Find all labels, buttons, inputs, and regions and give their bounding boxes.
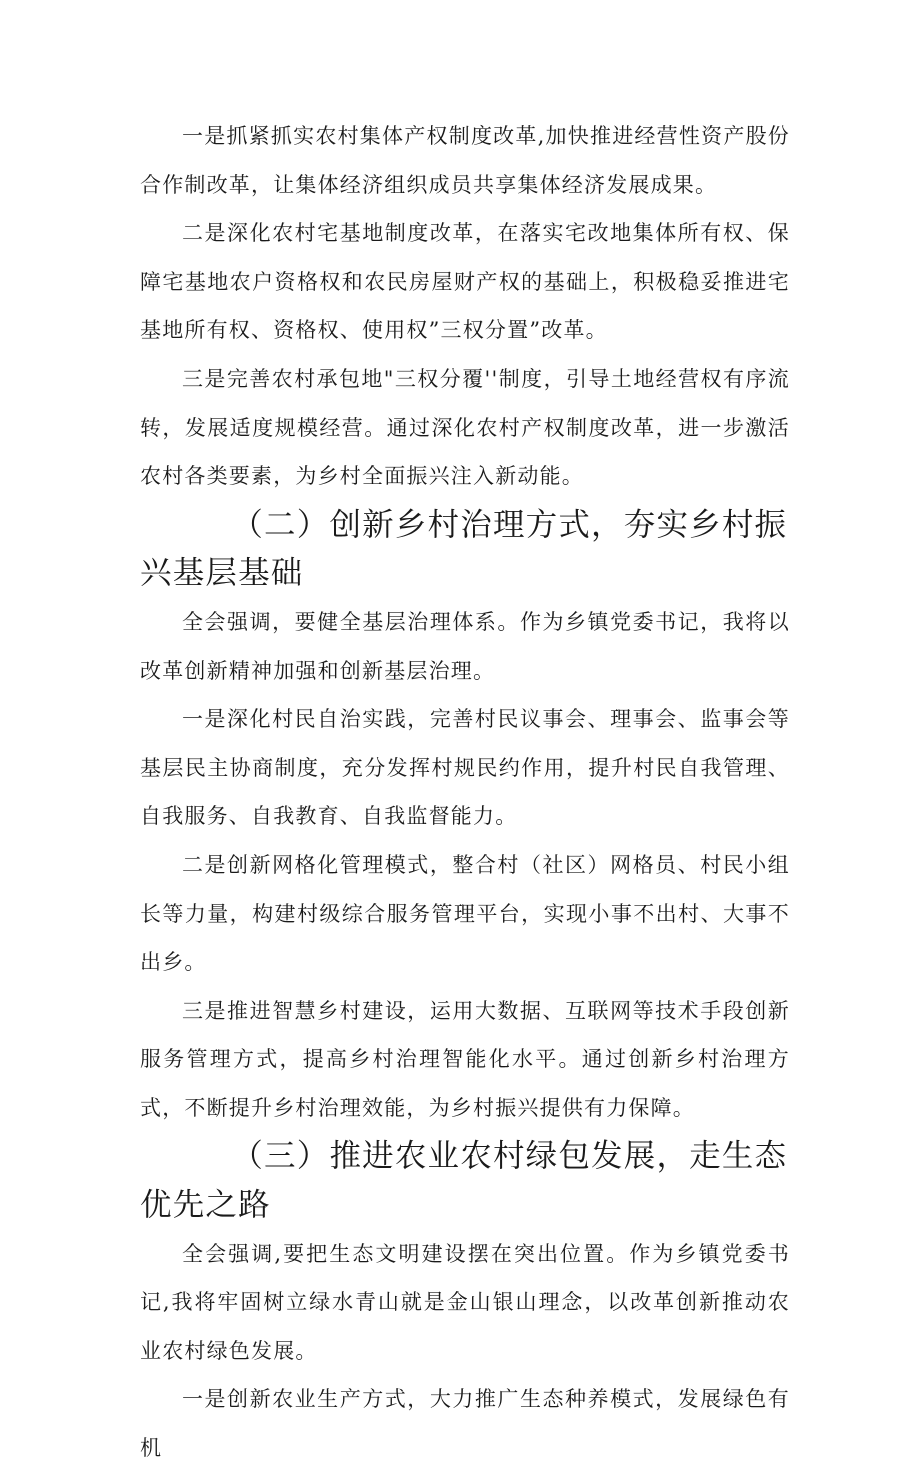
paragraph-agricultural-production: 一是创新农业生产方式，大力推广生态种养模式，发展绿色有机 (140, 1387, 790, 1461)
paragraph-collective-property-reform: 一是抓紧抓实农村集体产权制度改革,加快推进经营性资产股份合作制改革，让集体经济组织成员共享集体经济发展成果。 (140, 124, 790, 197)
section-heading-green-development: （三）推进农业农村绿包发展，走生态优先之路 (140, 1138, 788, 1224)
document-body (140, 112, 790, 1473)
section-heading-rural-governance: （二）创新乡村治理方式，夯实乡村振兴基层基础 (140, 506, 788, 592)
paragraph-ecological-intro: 全会强调,要把生态文明建设摆在突出位置。作为乡镇党委书记,我将牢固树立绿水青山就是金山银山理念，以改革创新推动农业农村绿色发展。 (140, 1241, 790, 1363)
paragraph-contracted-land-reform: 三是完善农村承包地"三权分覆''制度，引导土地经营权有序流转，发展适度规模经营。通过深化农村产权制度改革，进一步激活农村各类要素，为乡村全面振兴注入新动能。 (140, 366, 790, 489)
paragraph-smart-village: 三是推进智慧乡村建设，运用大数据、互联网等技术手段创新服务管理方式，提高乡村治理智能化水平。通过创新乡村治理方式，不断提升乡村治理效能，为乡村振兴提供有力保障。 (140, 998, 790, 1120)
paragraph-villager-autonomy: 一是深化村民自治实践，完善村民议事会、理事会、监事会等基层民主协商制度，充分发挥村规民约作用，提升村民自我管理、自我服务、自我教育、自我监督能力。 (140, 707, 790, 829)
paragraph-homestead-reform: 二是深化农村宅基地制度改革，在落实宅改地集体所有权、保障宅基地农户资格权和农民房屋财产权的基础上，积极稳妥推进宅基地所有权、资格权、使用权”三权分置”改革。 (140, 221, 790, 343)
paragraph-governance-intro: 全会强调，要健全基层治理体系。作为乡镇党委书记，我将以改革创新精神加强和创新基层治理。 (140, 609, 790, 683)
paragraph-grid-management: 二是创新网格化管理模式，整合村（社区）网格员、村民小组长等力量，构建村级综合服务管理平台，实现小事不出村、大事不出乡。 (140, 852, 790, 975)
